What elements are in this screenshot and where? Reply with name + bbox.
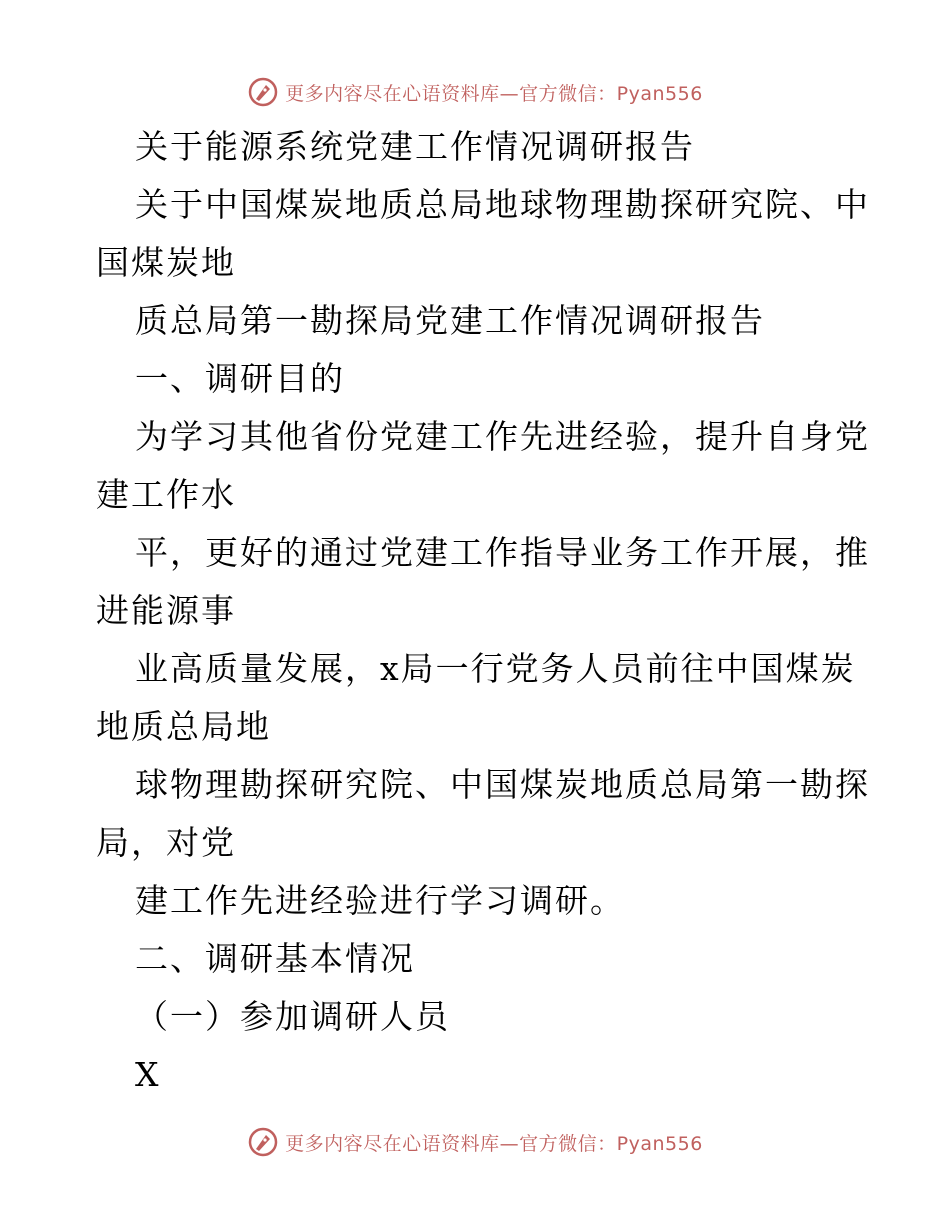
footer-watermark [0,1122,950,1162]
doc-line: 二、调研基本情况 [135,939,415,978]
doc-line: （一）参加调研人员 [135,997,450,1036]
doc-line: 进能源事 [96,591,236,630]
pen-nib-logo-icon [247,1126,279,1158]
doc-line: 国煤炭地 [96,243,236,282]
doc-line: 平，更好的通过党建工作指导业务工作开展，推 [135,533,870,572]
header-watermark [0,72,950,112]
doc-line: 地质总局地 [96,707,271,746]
doc-line: 关于中国煤炭地质总局地球物理勘探研究院、中 [135,185,870,224]
doc-line: 为学习其他省份党建工作先进经验，提升自身党 [135,417,870,456]
doc-line: 建工作水 [96,475,236,514]
watermark-text: 更多内容尽在心语资料库—官方微信：Pyan556 [285,1132,703,1155]
doc-line: 质总局第一勘探局党建工作情况调研报告 [135,301,765,340]
doc-line: 一、调研目的 [135,359,345,398]
pen-nib-logo-icon [247,76,279,108]
doc-line: 建工作先进经验进行学习调研。 [135,881,625,920]
doc-line: 业高质量发展，x局一行党务人员前往中国煤炭 [135,649,856,688]
doc-line: 局，对党 [96,823,236,862]
doc-line: X [135,1055,161,1094]
watermark-text: 更多内容尽在心语资料库—官方微信：Pyan556 [285,82,703,105]
doc-line: 球物理勘探研究院、中国煤炭地质总局第一勘探 [135,765,870,804]
document-body [96,118,870,1104]
doc-line: 关于能源系统党建工作情况调研报告 [135,127,695,166]
